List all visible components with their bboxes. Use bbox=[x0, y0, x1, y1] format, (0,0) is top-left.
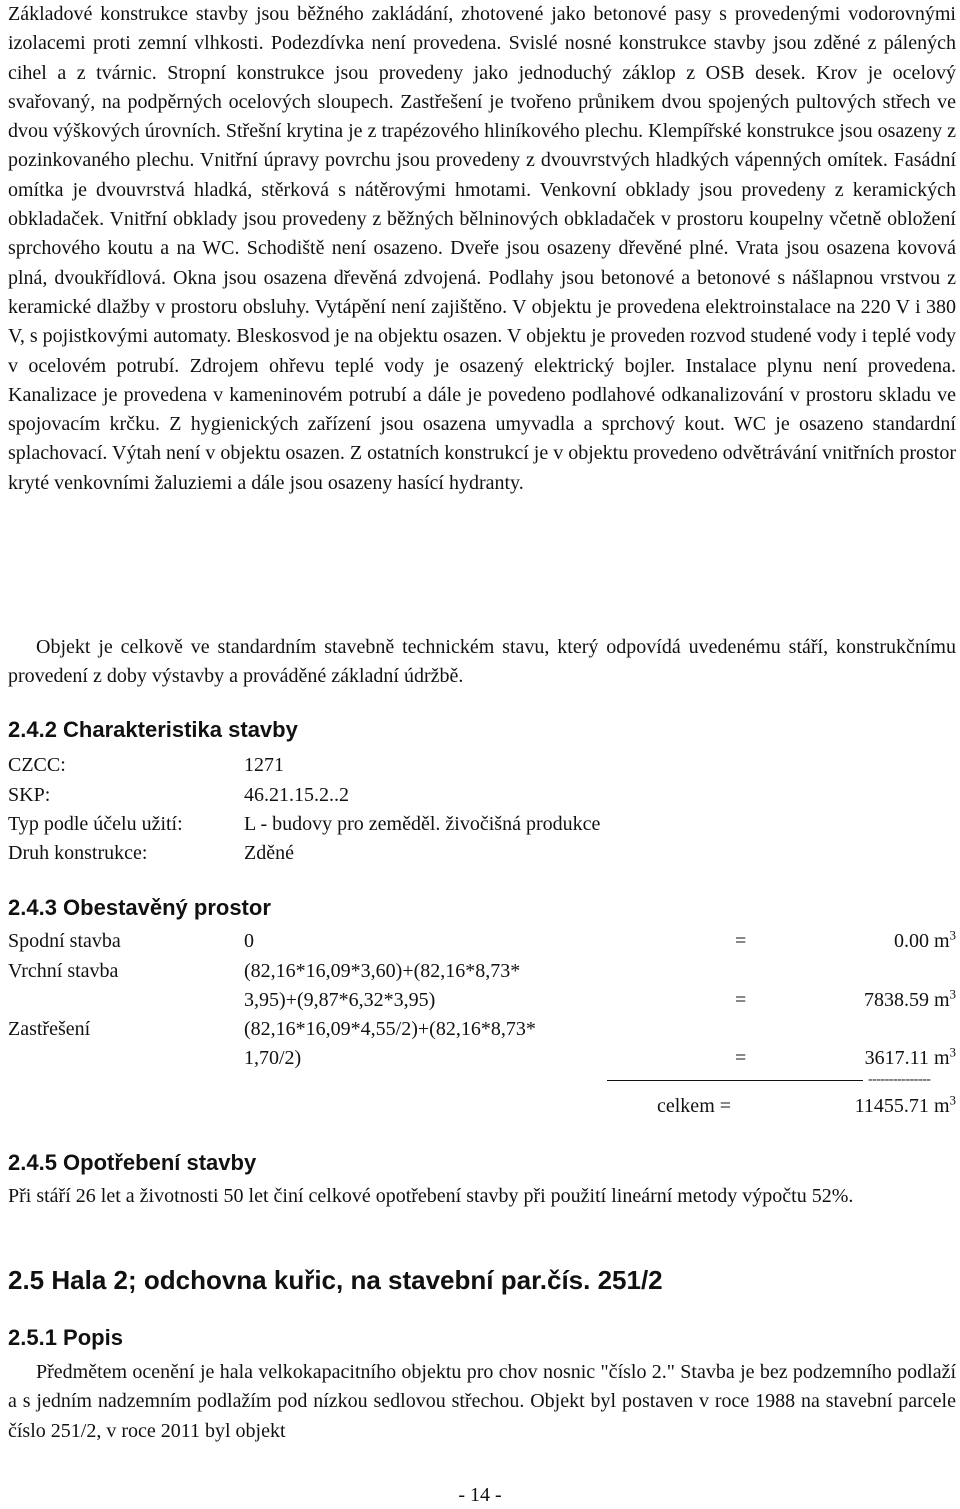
characteristic-value: 46.21.15.2..2 bbox=[244, 784, 349, 806]
volume-result: 7838.59 $m^3$ bbox=[863, 986, 956, 1011]
characteristic-row bbox=[8, 842, 956, 872]
characteristic-label: CZCC: bbox=[8, 754, 66, 776]
characteristic-label: Typ podle účelu užití: bbox=[8, 813, 183, 835]
description-paragraph: Předmětem ocenění je hala velkokapacitního objektu pro chov nosnic "číslo 2." Stavba je bez podzemního podlaží a s jedním nadzemním podlažím pod nízkou sedlovou střechou. Objekt byl postaven v roce 1988 na stavební parcele číslo 251/2, v roce 2011 byl objekt bbox=[8, 1361, 956, 1442]
volume-heading: 2.4.3 Obestavěný prostor bbox=[8, 895, 271, 920]
volume-formula: 1,70/2) bbox=[244, 1047, 302, 1069]
volume-row bbox=[8, 927, 956, 960]
volume-equals: = bbox=[735, 989, 747, 1011]
volume-formula: (82,16*16,09*4,55/2)+(82,16*8,73* bbox=[244, 1018, 536, 1040]
volume-label: Vrchní stavba bbox=[8, 960, 119, 982]
characteristic-value: L - budovy pro zeměděl. živočišná produkce bbox=[244, 813, 601, 835]
volume-result: 0.00 $m^3$ bbox=[893, 927, 956, 952]
characteristic-row bbox=[8, 784, 956, 814]
characteristic-value: 1271 bbox=[244, 754, 284, 776]
characteristic-value: Zděné bbox=[244, 842, 294, 864]
characteristic-label: Druh konstrukce: bbox=[8, 842, 148, 864]
characteristic-row bbox=[8, 754, 956, 784]
volume-row-continued bbox=[8, 986, 956, 1019]
volume-label: Zastřešení bbox=[8, 1018, 91, 1040]
volume-result: 3617.11 $m^3$ bbox=[864, 1044, 956, 1069]
volume-formula: 3,95)+(9,87*6,32*3,95) bbox=[244, 989, 436, 1011]
volume-row bbox=[8, 1018, 956, 1048]
volume-row-continued bbox=[8, 1044, 956, 1077]
volume-row bbox=[8, 960, 956, 990]
volume-total-value: 11455.71 $m^3$ bbox=[854, 1092, 956, 1117]
characteristics-heading: 2.4.2 Charakteristika stavby bbox=[8, 717, 298, 742]
wear-heading: 2.4.5 Opotřebení stavby bbox=[8, 1150, 257, 1175]
condition-paragraph: Objekt je celkově ve standardním stavebně technickém stavu, který odpovídá uvedenému stáří, konstrukčnímu provedení z doby výstavby a prováděné základní údržbě. bbox=[8, 636, 956, 688]
volume-formula: 0 bbox=[244, 930, 254, 952]
description-heading: 2.5.1 Popis bbox=[8, 1325, 123, 1350]
volume-total-row bbox=[8, 1092, 956, 1125]
volume-formula: (82,16*16,09*3,60)+(82,16*8,73* bbox=[244, 960, 521, 982]
sum-dash-line: --------------- bbox=[868, 1072, 931, 1087]
characteristic-row bbox=[8, 813, 956, 843]
characteristic-label: SKP: bbox=[8, 784, 51, 806]
page-number: - 14 - bbox=[458, 1484, 502, 1506]
sum-divider-line bbox=[607, 1080, 863, 1081]
volume-label: Spodní stavba bbox=[8, 930, 121, 952]
volume-equals: = bbox=[735, 930, 747, 952]
section-heading: 2.5 Hala 2; odchovna kuřic, na stavební par.čís. 251/2 bbox=[8, 1265, 663, 1295]
wear-paragraph: Při stáří 26 let a životnosti 50 let činí celkové opotřebení stavby při použití lineární metody výpočtu 52%. bbox=[8, 1185, 854, 1207]
volume-total-label: celkem = bbox=[657, 1095, 732, 1117]
intro-paragraph: Základové konstrukce stavby jsou běžného zakládání, zhotovené jako betonové pasy s provedenými vodorovnými izolacemi proti zemní vlhkosti. Podezdívka není provedena. Svislé nosné konstrukce stavby jsou zděné z pálených cihel a z tvárnic. Stropní konstrukce jsou provedeny jako jednoduchý záklop z OSB desek. Krov je ocelový svařovaný, na podpěrných ocelových sloupech. Zastřešení je tvořeno průnikem dvou spojených pultových střech ve dvou výškových úrovních. Střešní krytina je z trapézového hliníkového plechu. Klempířské konstrukce jsou osazeny z pozinkovaného plechu. Vnitřní úpravy povrchu jsou provedeny z dvouvrstvých hladkých vápenných omítek. Fasádní omítka je dvouvrstvá hladká, stěrková s nátěrovými hmotami. Venkovní obklady jsou provedeny z keramických obkladaček. Vnitřní obklady jsou provedeny z běžných bělninových obkladaček v prostoru koupelny včetně obložení sprchového koutu a na WC. Schodiště není osazeno. Dveře jsou osazeny dřevěné plné. Vrata jsou osazena kovová plná, dvoukřídlová. Okna jsou osazena dřevěná zdvojená. Podlahy jsou betonové a betonové s nášlapnou vrstvou z keramické dlažby v prostoru obsluhy. Vytápění není zajištěno. V objektu je provedena elektroinstalace na 220 V i 380 V, s pojistkovými automaty. Bleskosvod je na objektu osazen. V objektu je proveden rozvod studené vody i teplé vody v ocelovém potrubí. Zdrojem ohřevu teplé vody je osazený elektrický bojler. Instalace plynu není provedena. Kanalizace je provedena v kameninovém potrubí a dále je povedeno podlahové odkanalizování v prostoru skladu ve spojovacím krčku. Z hygienických zařízení jsou osazena umyvadla a sprchový kout. WC je osazeno standardní splachovací. Výtah není v objektu osazen. Z ostatních konstrukcí je v objektu provedeno odvětrávání vnitřních prostor kryté venkovními žaluziemi a dále jsou osazeny hasící hydranty. bbox=[8, 3, 957, 494]
volume-equals: = bbox=[735, 1047, 747, 1069]
